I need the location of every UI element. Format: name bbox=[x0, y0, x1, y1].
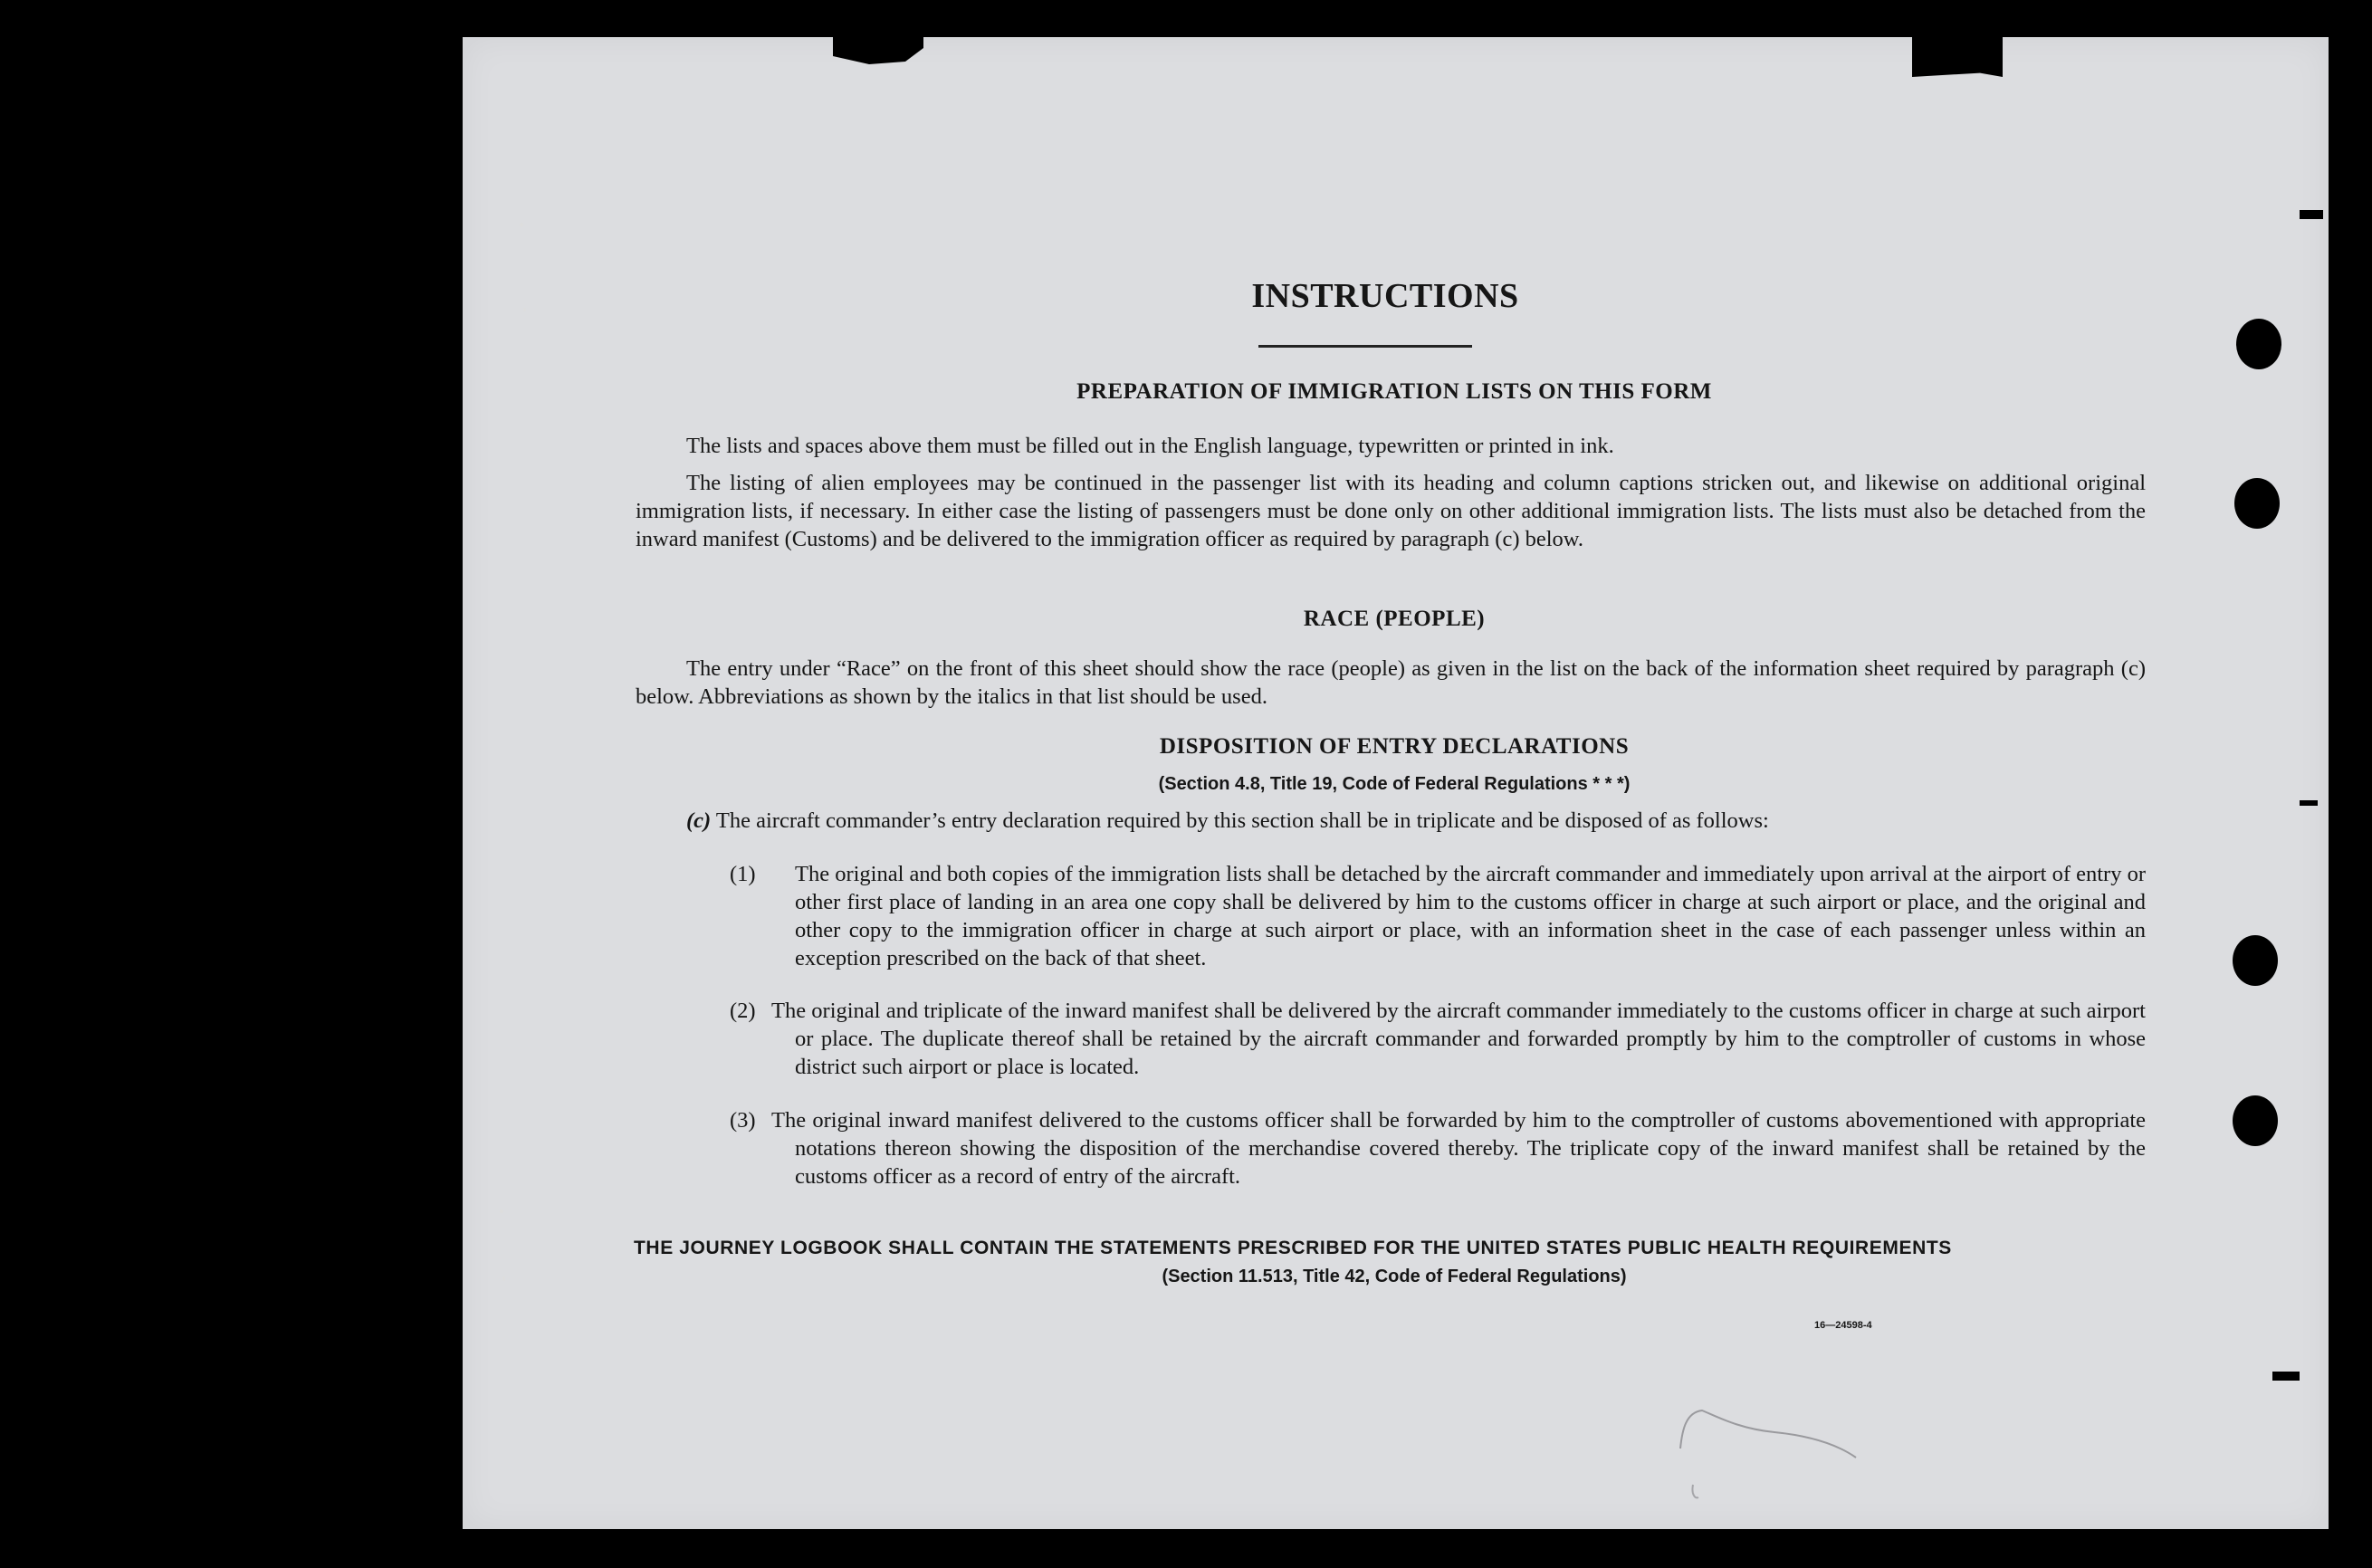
list-item bbox=[730, 1106, 2146, 1190]
item-text: The original and both copies of the immigration lists shall be detached by the aircraft commander and immediately upon arrival at the airport of entry or other first place of landing in an area one copy shall be delivered by him to the customs officer in charge at such airport or place, and the original and other copy to the immigration officer in charge at such airport or place, with an information sheet in the case of each passenger unless within an exception prescribed on the back of that sheet. bbox=[795, 862, 2146, 970]
form-number: 16—24598-4 bbox=[1814, 1320, 1872, 1331]
section-heading-preparation: PREPARATION OF IMMIGRATION LISTS ON THIS FORM bbox=[1076, 379, 1712, 404]
paragraph: The entry under “Race” on the front of this sheet should show the race (people) as given in the list on the back of the information sheet required by paragraph (c) below. Abbreviations as shown by the italics in that list should be used. bbox=[636, 656, 2146, 709]
paragraph: The lists and spaces above them must be filled out in the English language, typewritten or printed in ink. bbox=[686, 434, 1614, 458]
paragraph-marker: (c) bbox=[686, 808, 712, 833]
section-heading-disposition: DISPOSITION OF ENTRY DECLARATIONS bbox=[1159, 734, 1630, 759]
edge-mark bbox=[2300, 210, 2323, 219]
dust-speck bbox=[523, 308, 526, 311]
punch-hole bbox=[2233, 1095, 2278, 1146]
edge-mark bbox=[2300, 800, 2318, 806]
paper-tear-right bbox=[1912, 37, 2003, 77]
dust-speck bbox=[502, 1276, 505, 1281]
public-health-statement: THE JOURNEY LOGBOOK SHALL CONTAIN THE STATEMENTS PRESCRIBED FOR THE UNITED STATES PUBLIC HEALTH REQUIREMENTS bbox=[634, 1238, 1952, 1258]
item-number: (3) bbox=[730, 1108, 756, 1133]
edge-mark bbox=[2272, 1372, 2300, 1381]
item-number: (1) bbox=[730, 862, 756, 886]
item-number: (2) bbox=[730, 999, 756, 1023]
footer-citation: (Section 11.513, Title 42, Code of Federal Regulations) bbox=[1162, 1267, 1627, 1286]
page-title: INSTRUCTIONS bbox=[1251, 277, 1519, 315]
punch-hole bbox=[2233, 935, 2278, 986]
pencil-mark bbox=[1675, 1403, 1874, 1503]
list-item bbox=[730, 997, 2146, 1081]
dust-speck bbox=[500, 1209, 503, 1213]
list-item bbox=[730, 860, 2146, 972]
punch-hole bbox=[2234, 478, 2280, 529]
paragraph: The listing of alien employees may be continued in the passenger list with its heading and column captions stricken out, and likewise on additional original immigration lists, if necessary. In either case the listing of passengers must be done only on other additional immigration lists. The lists must also be detached from the inward manifest (Customs) and be delivered to the immigration officer as required by paragraph (c) below. bbox=[636, 471, 2146, 551]
punch-hole bbox=[2236, 319, 2281, 369]
paragraph-c bbox=[686, 807, 2146, 835]
title-underline bbox=[1258, 345, 1472, 348]
item-text: The original and triplicate of the inward manifest shall be delivered by the aircraft commander immediately to the customs officer in charge at such airport or place. The duplicate thereof shall be retained by the aircraft commander and forwarded promptly by him to the comptroller of customs in whose district such airport or place is located. bbox=[771, 999, 2146, 1079]
dust-speck bbox=[520, 223, 523, 227]
paragraph-text: The aircraft commander’s entry declaration required by this section shall be in triplicate and be disposed of as follows: bbox=[715, 808, 1769, 833]
section-heading-race: RACE (PEOPLE) bbox=[1303, 607, 1486, 631]
item-text: The original inward manifest delivered to the customs officer shall be forwarded by him to the comptroller of customs abovementioned with appropriate notations thereon showing the disposition of the merchandise covered thereby. The triplicate copy of the inward manifest shall be retained by the customs officer as a record of entry of the aircraft. bbox=[771, 1108, 2146, 1189]
section-citation: (Section 4.8, Title 19, Code of Federal Regulations * * *) bbox=[1158, 774, 1631, 794]
